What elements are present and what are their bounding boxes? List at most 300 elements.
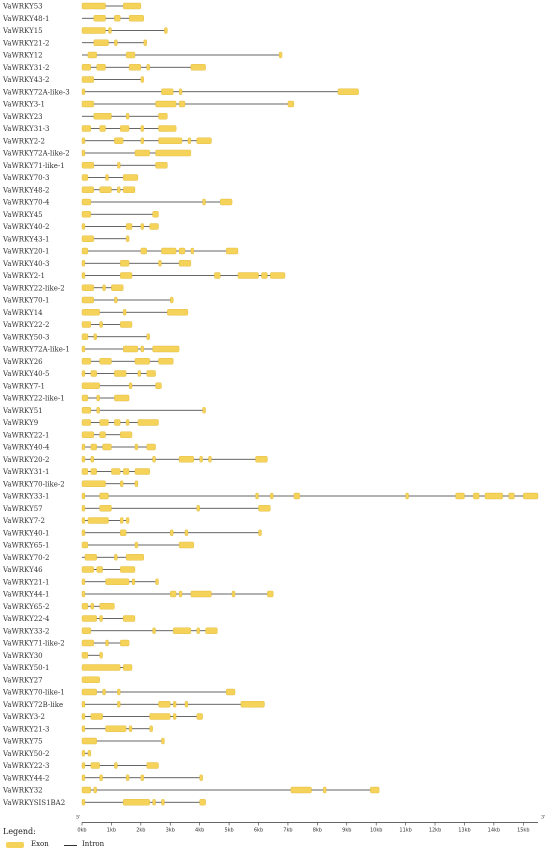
exon-block [114,15,120,21]
exon-block [82,211,91,217]
exon-block [123,799,149,805]
exon-block [82,383,100,389]
exon-block [200,799,206,805]
gene-label: VaWRKY12 [3,51,43,60]
exon-block [206,628,218,634]
exon-block [106,175,109,181]
gene-label: VaWRKY48-2 [3,186,50,195]
exon-block [150,224,159,230]
exon-block [82,775,85,781]
exon-block [226,248,238,254]
gene-label: VaWRKY72A-like-1 [3,345,70,354]
gene-row [2,76,144,84]
exon-block [94,15,106,21]
gene-label: VaWRKY46 [3,566,43,574]
exon-block [147,371,156,377]
exon-block [82,187,94,193]
exon-block [120,273,132,279]
exon-block [106,640,109,646]
exon-block [100,493,109,499]
exon-block [88,518,109,524]
x-tick-label: 4kb [195,827,205,834]
exon-block [179,260,191,266]
gene-row [2,566,135,574]
exon-block [88,750,91,756]
exon-block [179,591,182,597]
exon-block [220,199,232,205]
exon-block [103,285,106,291]
exon-block [126,420,129,426]
gene-row [2,346,179,354]
exon-block [114,371,126,377]
gene-row [2,284,123,292]
gene-row [2,333,150,341]
exon-block [82,628,91,634]
gene-label: VaWRKY65-2 [3,602,50,611]
exon-block [226,689,235,695]
gene-row [2,370,156,378]
gene-row [2,199,232,207]
exon-block [158,113,167,119]
gene-row [2,113,167,121]
exon-block [111,285,123,291]
exon-block [82,567,94,573]
exon-block [82,432,94,438]
exon-block [82,714,85,720]
exon-block [291,787,312,793]
exon-block [141,224,144,230]
exon-block [123,346,138,352]
exon-block [147,444,156,450]
gene-row [2,223,158,231]
gene-row [2,162,167,170]
gene-label: VaWRKY22-2 [3,321,50,329]
gene-row [2,431,132,439]
exon-block [185,530,188,536]
exon-block [100,603,115,609]
gene-row [2,88,359,96]
exon-block [144,40,147,46]
exon-block [117,701,120,707]
exon-block [156,162,168,168]
gene-label: VaWRKYSIS1BA2 [3,798,66,807]
x-tick-label: 3kb [165,827,175,834]
exon-block [82,420,91,426]
x-tick-label: 7kb [283,827,293,834]
exon-block [191,64,206,70]
exon-block [100,358,112,364]
exon-block [117,689,120,695]
exon-block [164,28,167,34]
gene-label: VaWRKY72B-like [3,700,64,709]
five-prime-label: 5' [76,814,81,821]
exon-block [82,150,85,156]
gene-label: VaWRKY22-3 [3,762,50,770]
gene-row [2,787,379,795]
gene-label: VaWRKY70-4 [3,198,50,207]
gene-row [2,272,285,280]
gene-row [2,578,158,586]
gene-label: VaWRKY27 [3,676,43,685]
exon-block [126,775,129,781]
exon-block [82,175,88,181]
legend [6,840,146,852]
x-tick-label: 0kb [77,827,87,834]
exon-block [156,150,191,156]
gene-label: VaWRKY44-2 [3,774,50,783]
gene-row [2,174,138,182]
gene-label: VaWRKY2-1 [3,272,45,280]
exon-block [279,52,282,58]
exon-block [161,738,164,744]
exon-block [120,640,129,646]
exon-block [141,346,144,352]
exon-block [179,542,194,548]
exon-block [82,297,94,303]
exon-block [129,15,144,21]
x-tick-label: 15kb [517,827,530,834]
gene-label: VaWRKY22-like-2 [3,284,65,293]
exon-block [91,469,97,475]
exon-block [120,260,129,266]
exon-block [85,554,97,560]
gene-row [2,603,114,611]
legend-title: Legend: [3,827,36,836]
exon-block [129,64,141,70]
gene-label: VaWRKY53 [3,2,43,11]
gene-label: VaWRKY44-1 [3,590,50,599]
gene-row [2,52,282,60]
exon-block [191,248,194,254]
gene-row [2,554,144,562]
exon-block [117,162,120,168]
exon-block [126,224,132,230]
gene-row [2,15,144,23]
gene-label: VaWRKY40-2 [3,223,50,231]
exon-block [147,64,150,70]
exon-block [120,432,132,438]
gene-label: VaWRKY2-2 [3,137,45,146]
exon-block [91,714,103,720]
gene-row [2,713,203,721]
exon-block [161,799,164,805]
exon-block [123,309,126,315]
exon-block [214,273,220,279]
exon-block [82,89,85,95]
exon-block [150,726,153,732]
exon-block [259,505,271,511]
exon-block [82,273,85,279]
exon-block [106,726,127,732]
exon-block [138,371,141,377]
exon-block [94,40,109,46]
exon-block [114,395,129,401]
exon-block [120,567,135,573]
exon-block [179,456,194,462]
exon-block [91,444,97,450]
gene-label: VaWRKY31-2 [3,63,50,72]
exon-block [106,579,130,585]
exon-block [179,248,185,254]
gene-label: VaWRKY22-4 [3,615,50,623]
exon-block [82,701,85,707]
exon-block [156,579,159,585]
gene-row [2,297,173,305]
gene-label: VaWRKY71-like-1 [3,161,65,170]
x-tick-label: 14kb [487,827,501,834]
exon-block [88,52,97,58]
gene-label: VaWRKY45 [3,210,43,219]
exon-block [103,689,106,695]
exon-block [197,714,203,720]
exon-block [82,3,106,9]
gene-row [2,701,264,709]
gene-label: VaWRKY31-1 [3,468,50,476]
exon-block [126,113,129,119]
gene-row [2,456,267,464]
exon-block [338,89,359,95]
exon-block [158,701,170,707]
exon-block [161,89,173,95]
exon-block [114,138,123,144]
gene-row [2,321,132,329]
exon-block [97,64,106,70]
exon-block [100,432,106,438]
exon-block [82,162,94,168]
three-prime-label: 3' [541,814,546,821]
gene-row [2,211,158,219]
gene-label: VaWRKY70-like-2 [3,480,65,489]
exon-block [82,763,85,769]
exon-block [147,334,150,340]
gene-label: VaWRKY70-3 [3,174,50,182]
gene-row [2,358,173,366]
exon-block [161,248,176,254]
gene-row [2,150,191,158]
exon-block [82,248,88,254]
exon-block [82,28,106,34]
gene-row [2,39,147,47]
exon-block [82,334,88,340]
gene-label: VaWRKY50-3 [3,333,50,342]
exon-block [197,505,200,511]
exon-block [256,493,259,499]
gene-row [2,125,176,133]
gene-row [2,186,135,194]
exon-block [123,3,141,9]
gene-label: VaWRKY14 [3,308,43,317]
exon-block [523,493,538,499]
exon-block [91,456,94,462]
exon-block [485,493,503,499]
exon-block [158,126,176,132]
exon-block [406,493,409,499]
gene-label: VaWRKY22-1 [3,431,50,440]
gene-label: VaWRKY31-3 [3,125,50,133]
exon-block [82,481,106,487]
x-tick-label: 8kb [312,827,322,834]
exon-block [167,309,188,315]
exon-block [120,518,123,524]
gene-label: VaWRKY7-1 [3,382,45,391]
exon-block [200,775,203,781]
exon-block [200,456,203,462]
exon-block [111,469,120,475]
exon-block [97,395,100,401]
exon-block [82,407,91,413]
exon-block [126,236,129,242]
exon-block [509,493,515,499]
exon-block [82,579,85,585]
gene-row [2,640,129,648]
gene-row [2,542,194,550]
exon-block [153,628,156,634]
exon-block [82,603,88,609]
gene-label: VaWRKY20-1 [3,247,50,256]
exon-block [100,126,106,132]
x-tick-label: 12kb [428,827,442,834]
exon-block [126,52,135,58]
exon-block [114,763,117,769]
gene-row [2,493,538,501]
exon-block [82,738,97,744]
gene-row [2,750,91,758]
gene-row [2,738,164,746]
exon-block [82,616,97,622]
intron-swatch [64,845,77,846]
gene-label: VaWRKY48-1 [3,14,50,23]
gene-row [2,725,153,733]
exon-block [173,714,176,720]
exon-block [141,77,144,83]
exon-block [129,383,132,389]
exon-block [270,493,273,499]
exon-block [82,64,91,70]
exon-block [82,799,85,805]
x-tick-label: 10kb [369,827,383,834]
exon-block [153,799,156,805]
exon-block [108,28,111,34]
gene-label: VaWRKY70-1 [3,296,50,305]
gene-row [2,664,132,672]
exon-block [82,456,85,462]
gene-label: VaWRKY71-like-2 [3,639,65,648]
gene-row [2,27,167,35]
exon-block [114,420,120,426]
exon-block [179,89,182,95]
exon-block [256,456,268,462]
gene-row [2,3,141,11]
exon-block [114,554,117,560]
gene-label: VaWRKY72A-like-2 [3,149,70,158]
gene-label: VaWRKY30 [3,651,43,660]
gene-label: VaWRKY50-2 [3,749,50,758]
x-tick-label: 11kb [399,827,412,834]
exon-block [100,505,112,511]
gene-row [2,248,238,256]
gene-row [2,517,129,525]
gene-label: VaWRKY32 [3,786,43,795]
gene-label: VaWRKY33-2 [3,627,50,636]
exon-block [82,665,120,671]
exon-block [150,714,171,720]
exon-block [82,101,94,107]
x-tick-label: 6kb [253,827,264,834]
gene-label: VaWRKY75 [3,737,43,746]
exon-block [82,750,85,756]
exon-block [82,652,88,658]
exon-block [132,579,135,585]
exon-block [114,40,117,46]
gene-row [2,395,129,403]
exon-block [94,334,97,340]
gene-row [2,235,129,243]
gene-row [2,101,294,109]
gene-label: VaWRKY70-like-1 [3,688,65,697]
gene-row [2,309,188,317]
exon-block [129,726,132,732]
exon-swatch [6,842,24,848]
gene-row [2,652,103,660]
gene-label: VaWRKY50-1 [3,664,50,672]
gene-row [2,762,158,770]
exon-block [94,113,112,119]
exon-block [82,322,91,328]
gene-label: VaWRKY3-1 [3,100,45,109]
gene-label: VaWRKY23 [3,112,43,121]
exon-block [94,787,97,793]
gene-label: VaWRKY65-1 [3,541,50,550]
exon-block [120,126,129,132]
exon-block [156,383,162,389]
exon-block [82,469,88,475]
exon-block [135,150,150,156]
exon-block [82,138,85,144]
exon-block [294,493,300,499]
x-tick-label: 1kb [106,827,117,834]
exon-block [141,248,147,254]
gene-label: VaWRKY57 [3,504,43,513]
exon-block [120,322,132,328]
exon-block [135,469,150,475]
exon-block [261,273,267,279]
exon-block [100,322,103,328]
exon-block [153,456,156,462]
exon-block [114,297,117,303]
exon-block [153,346,179,352]
exon-block [370,787,379,793]
gene-label: VaWRKY40-5 [3,370,50,378]
exon-block [156,101,177,107]
gene-row [2,468,150,476]
gene-label: VaWRKY40-1 [3,529,50,538]
exon-block [100,652,103,658]
exon-block [100,187,112,193]
legend-intron-label: Intron [82,840,105,848]
exon-block [91,603,94,609]
exon-block [153,211,159,217]
exon-block [100,420,109,426]
gene-row [2,689,235,697]
exon-block [82,493,85,499]
gene-label: VaWRKY9 [3,419,39,427]
exon-block [123,665,132,671]
exon-block [259,530,262,536]
exon-block [238,273,259,279]
gene-label: VaWRKY51 [3,406,43,415]
exon-block [473,493,479,499]
exon-block [232,591,235,597]
